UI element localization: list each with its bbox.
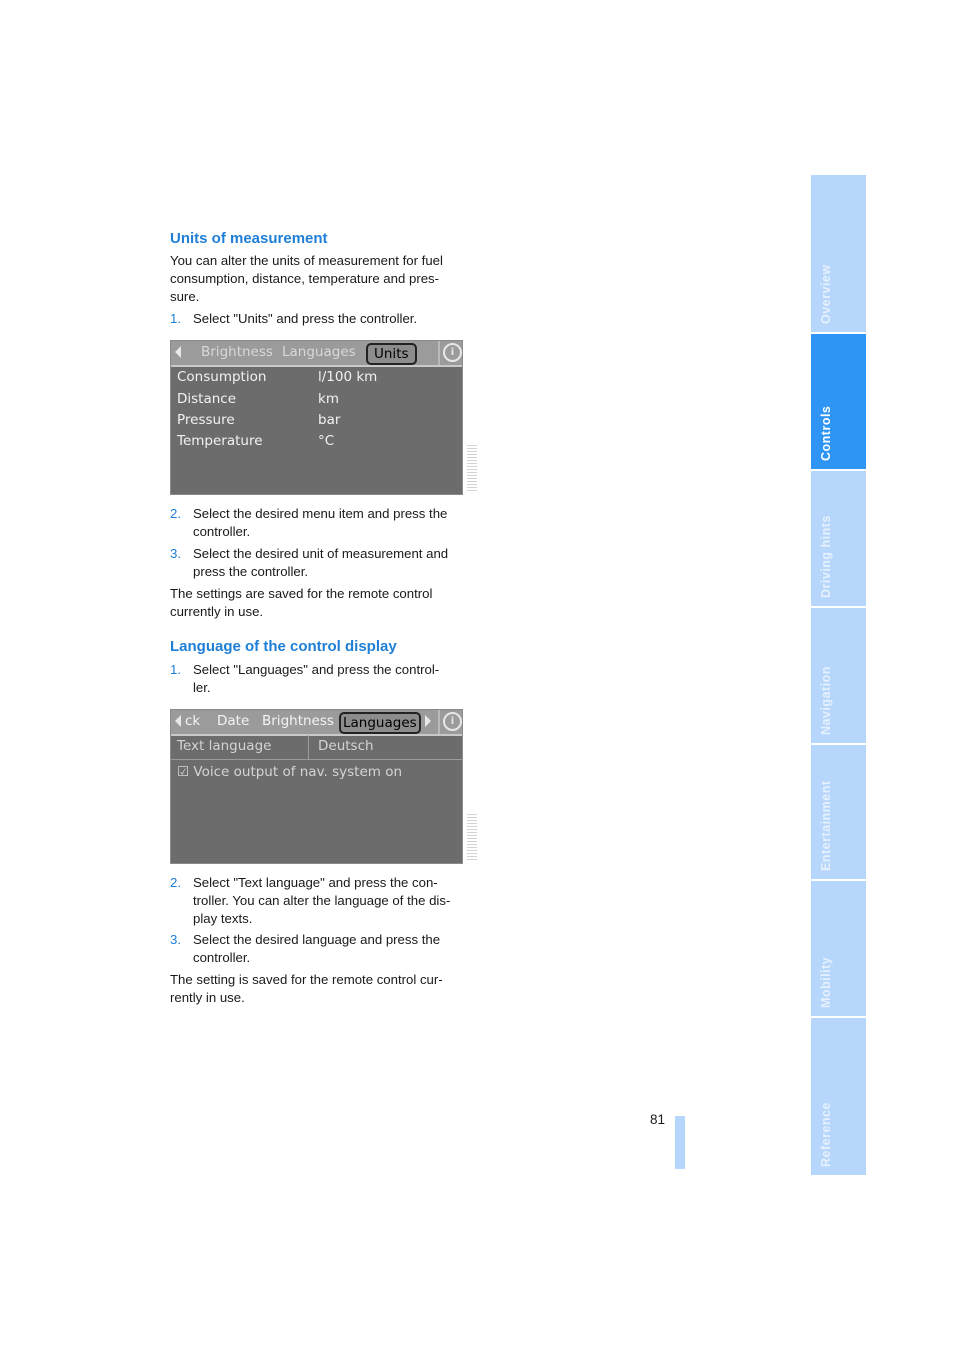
language-outro: The setting is saved for the remote control cur- rently in use.: [170, 972, 443, 1005]
tab-brightness[interactable]: Brightness: [201, 344, 273, 360]
units-step-3: 3. Select the desired unit of measurement and press the controller.: [170, 546, 449, 579]
tab-languages[interactable]: Languages: [339, 712, 421, 734]
tab-back[interactable]: ck: [185, 713, 201, 729]
text-language-label[interactable]: Text language: [177, 738, 272, 754]
checkmark-icon: ☑: [177, 764, 190, 780]
side-tab-mobility[interactable]: Mobility: [811, 881, 866, 1018]
voice-output-checkbox[interactable]: [177, 764, 402, 780]
image-code-mark: [467, 445, 477, 491]
tab-brightness[interactable]: Brightness: [262, 713, 334, 729]
side-tab-controls[interactable]: Controls: [811, 334, 866, 471]
info-button[interactable]: [438, 341, 462, 365]
scroll-left-icon[interactable]: [175, 715, 181, 727]
row-consumption-value: l/100 km: [318, 369, 378, 385]
language-step-1: 1. Select "Languages" and press the control- ler.: [170, 662, 440, 695]
units-outro: The settings are saved for the remote control currently in use.: [170, 586, 433, 619]
image-code-mark: [467, 814, 477, 860]
voice-output-label: Voice output of nav. system on: [193, 764, 403, 780]
scroll-left-icon[interactable]: [175, 346, 181, 358]
side-tab-entertainment[interactable]: Entertainment: [811, 745, 866, 881]
page-number-bar: [675, 1116, 685, 1169]
row-pressure-label[interactable]: Pressure: [177, 412, 235, 428]
info-icon: i: [443, 343, 462, 362]
language-step-2: 2. Select "Text language" and press the con- troller. You can alter the language of the dis- play texts.: [170, 875, 451, 926]
units-intro: You can alter the units of measurement for fuel consumption, distance, temperature and pres- sure.: [170, 253, 443, 304]
section-heading-units: Units of measurement: [170, 230, 328, 247]
units-step-2: 2. Select the desired menu item and press the controller.: [170, 506, 448, 539]
language-step-3: 3. Select the desired language and press the controller.: [170, 932, 441, 965]
row-divider: [171, 759, 462, 760]
row-temperature-value: °C: [318, 433, 335, 449]
units-screen: [170, 340, 463, 495]
side-tab-overview[interactable]: Overview: [811, 175, 866, 334]
tab-date[interactable]: Date: [217, 713, 250, 729]
row-pressure-value: bar: [318, 412, 341, 428]
row-distance-value: km: [318, 391, 339, 407]
page-number: 81: [650, 1112, 666, 1127]
row-consumption-label[interactable]: Consumption: [177, 369, 267, 385]
side-tab-reference[interactable]: Reference: [811, 1018, 866, 1175]
tab-languages[interactable]: Languages: [282, 344, 356, 360]
info-button[interactable]: [438, 710, 462, 734]
tab-units[interactable]: Units: [366, 343, 417, 365]
row-temperature-label[interactable]: Temperature: [177, 433, 263, 449]
info-icon: i: [443, 712, 462, 731]
section-heading-language: Language of the control display: [170, 638, 397, 655]
units-tab-bar: [171, 341, 462, 367]
side-tab-navigation[interactable]: Navigation: [811, 608, 866, 745]
scroll-right-icon[interactable]: [425, 715, 431, 727]
language-screen: [170, 709, 463, 864]
side-tab-driving-hints[interactable]: Driving hints: [811, 471, 866, 608]
row-distance-label[interactable]: Distance: [177, 391, 237, 407]
units-step-1: 1. Select "Units" and press the controller.: [170, 311, 418, 326]
column-divider: [308, 735, 309, 759]
language-tab-bar: [171, 710, 462, 736]
text-language-value: Deutsch: [318, 738, 374, 754]
